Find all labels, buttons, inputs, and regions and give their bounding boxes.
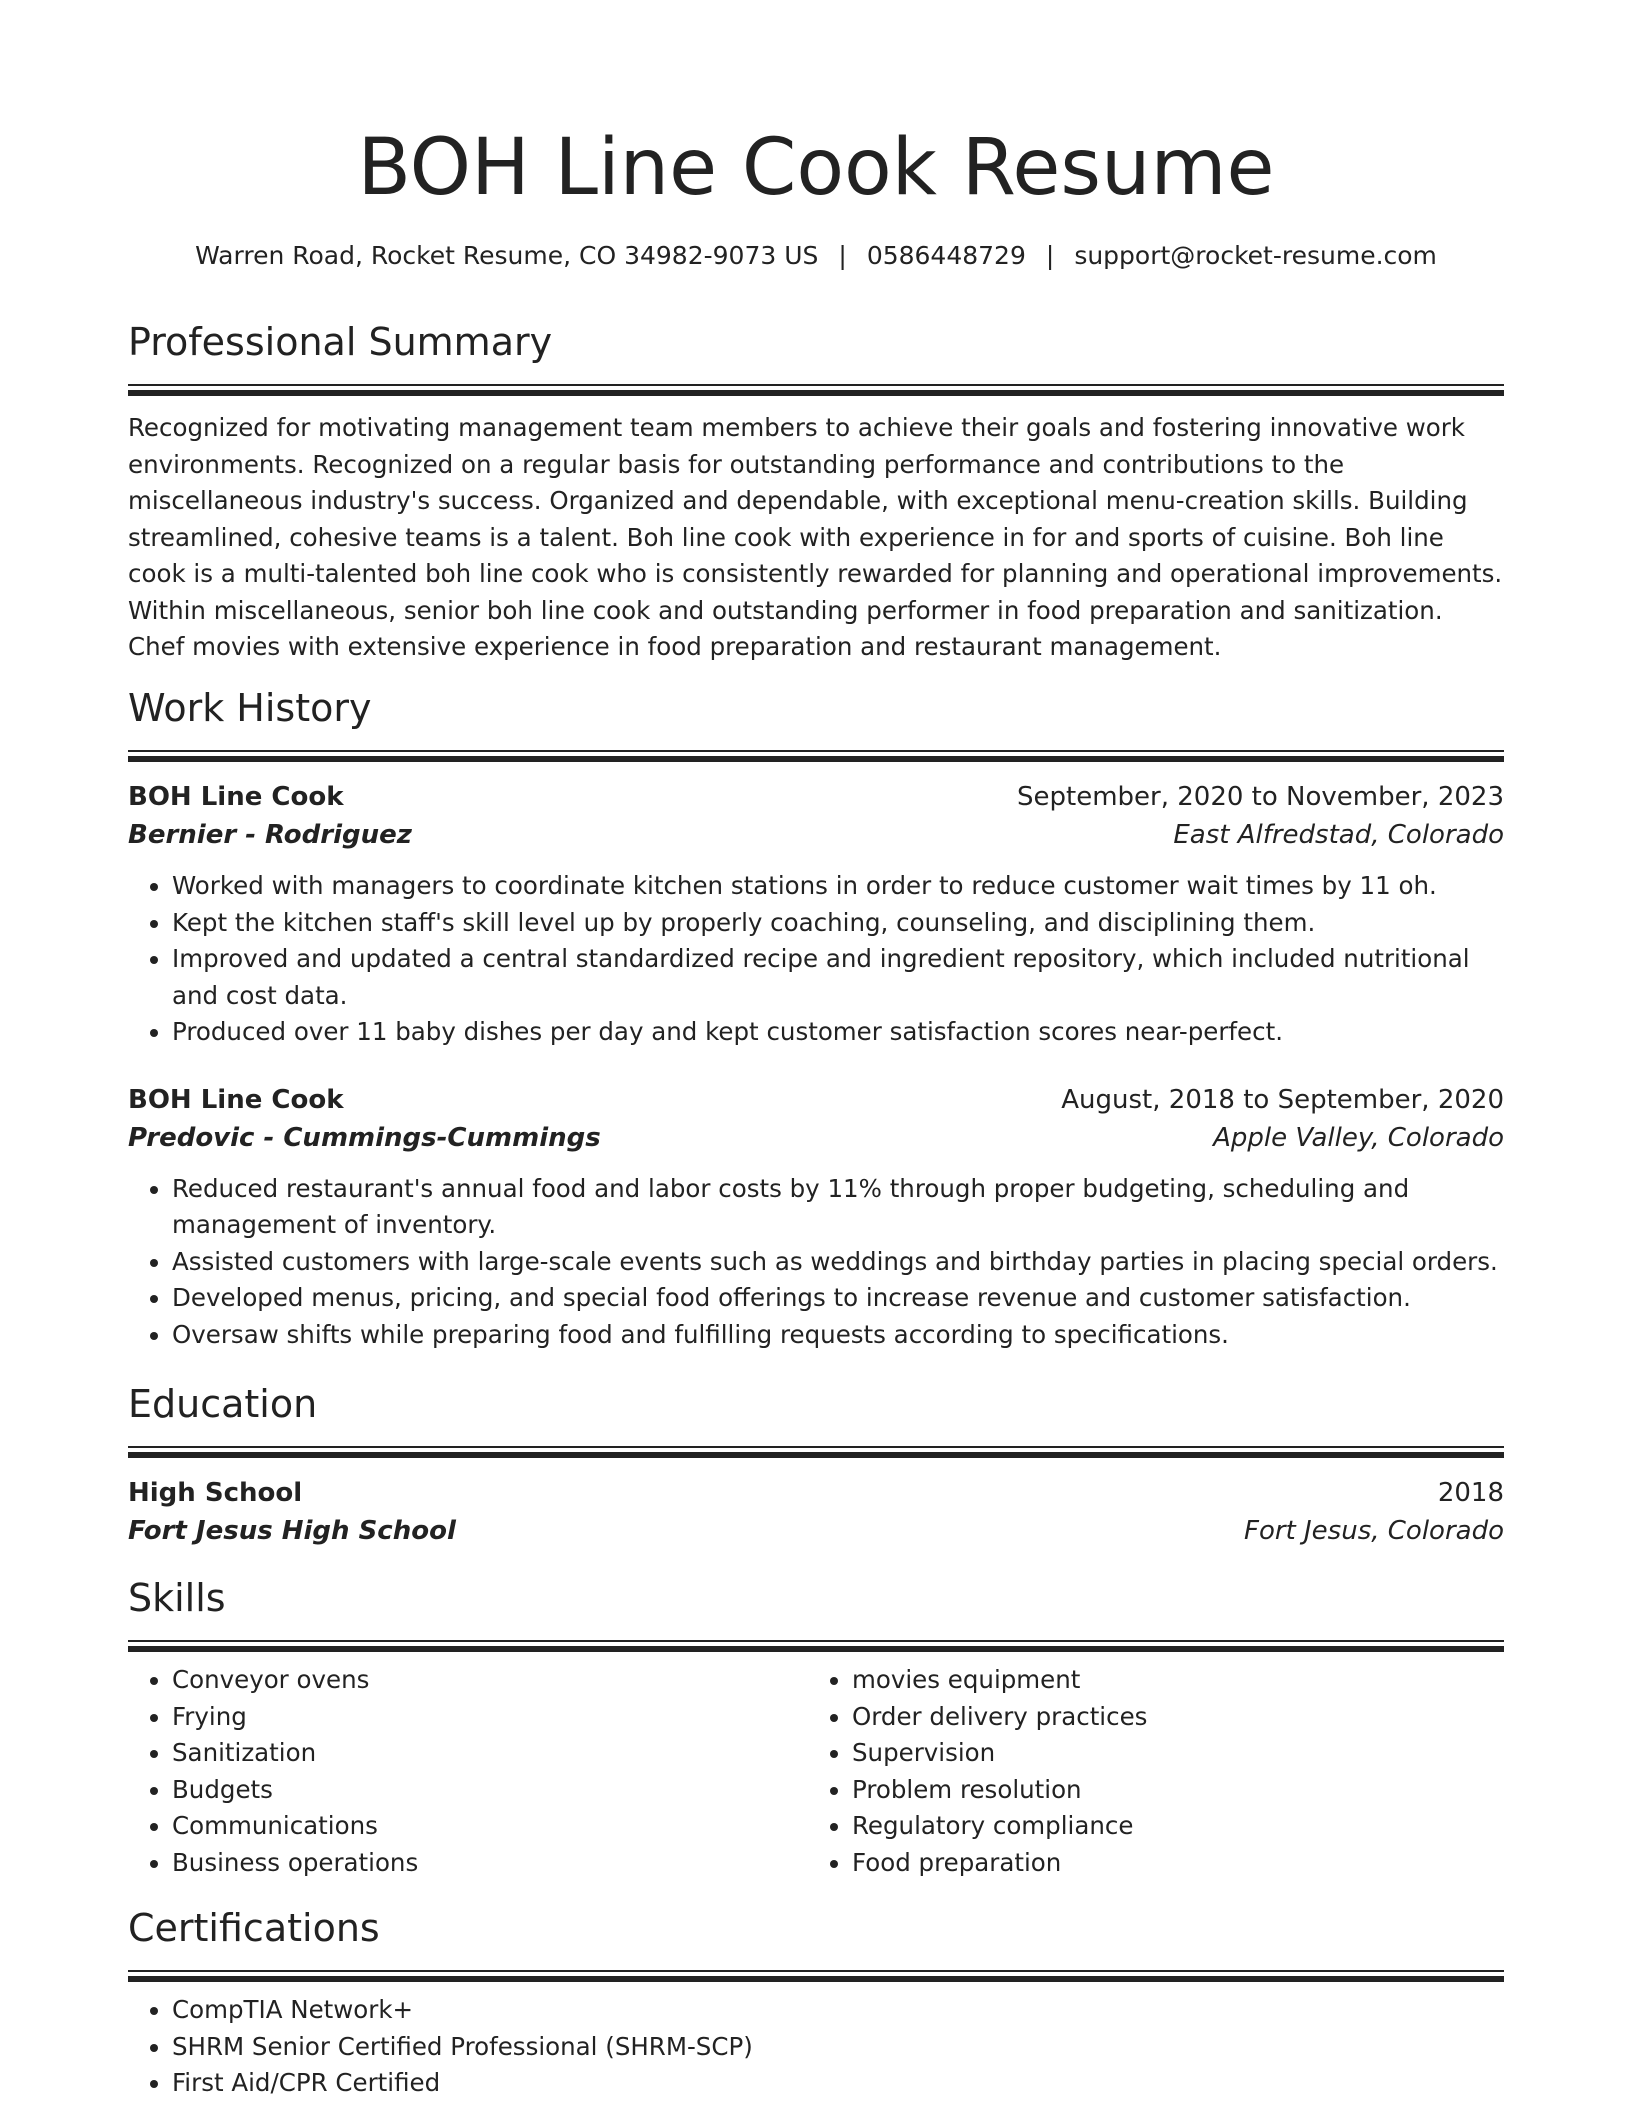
skill-item: • Food preparation: [852, 1845, 1488, 1882]
section-divider: [128, 384, 1504, 396]
section-divider: [128, 1970, 1504, 1982]
certification-item: • CompTIA Network+: [172, 1992, 1504, 2029]
skill-item: • Communications: [172, 1808, 808, 1845]
work-section: [128, 684, 1504, 1353]
skill-item: • Conveyor ovens: [172, 1662, 808, 1699]
contact-separator: |: [1045, 241, 1055, 270]
job-entry: [128, 778, 1504, 1051]
job-company: Predovic - Cummings-Cummings: [128, 1122, 601, 1153]
job-bullets: [128, 1171, 1504, 1354]
education-year: 2018: [1437, 1478, 1504, 1508]
list-item: • Oversaw shifts while preparing food and fulfilling requests according to specifications.: [172, 1317, 1504, 1354]
summary-section: [128, 318, 1504, 666]
list-item: • Kept the kitchen staff's skill level up by properly coaching, counseling, and disciplining them.: [172, 905, 1504, 942]
list-item: • Improved and updated a central standardized recipe and ingredient repository, which included nutritional and cost data.: [172, 941, 1504, 1014]
job-company-row: [128, 1119, 1504, 1157]
job-dates: August, 2018 to September, 2020: [1061, 1084, 1504, 1115]
section-title: Education: [128, 1382, 318, 1426]
resume-name: BOH Line Cook Resume: [357, 123, 1275, 213]
certifications-section: [128, 1904, 1504, 2102]
certification-item: • SHRM Senior Certified Professional (SHRM-SCP): [172, 2029, 1504, 2066]
education-entry: [128, 1474, 1504, 1550]
education-school-row: [128, 1512, 1504, 1550]
section-divider: [128, 750, 1504, 762]
education-section: [128, 1380, 1504, 1550]
section-title: Certifications: [128, 1906, 380, 1950]
skill-item: • movies equipment: [852, 1662, 1488, 1699]
contact-separator: |: [838, 241, 847, 270]
skill-item: • Regulatory compliance: [852, 1808, 1488, 1845]
job-title: BOH Line Cook: [128, 782, 344, 812]
list-item: • Developed menus, pricing, and special food offerings to increase revenue and customer satisfaction.: [172, 1280, 1504, 1317]
education-header-row: [128, 1474, 1504, 1512]
job-header-row: [128, 778, 1504, 816]
skills-list-right: [808, 1662, 1488, 1881]
job-title: BOH Line Cook: [128, 1084, 344, 1115]
section-title: Work History: [128, 686, 372, 730]
skill-item: • Business operations: [172, 1845, 808, 1882]
certifications-list: [128, 1992, 1504, 2102]
list-item: • Assisted customers with large-scale events such as weddings and birthday parties in placing special orders.: [172, 1244, 1504, 1281]
section-divider: [128, 1640, 1504, 1652]
skills-section: [128, 1574, 1504, 1881]
skill-item: • Order delivery practices: [852, 1699, 1488, 1736]
education-degree: High School: [128, 1478, 303, 1508]
job-bullets: [128, 868, 1504, 1051]
contact-address: Warren Road, Rocket Resume, CO 34982-9073 US: [195, 241, 819, 270]
list-item: • Worked with managers to coordinate kitchen stations in order to reduce customer wait times by 11 oh.: [172, 868, 1504, 905]
contact-phone[interactable]: 0586448729: [866, 241, 1026, 270]
contact-line: [128, 238, 1504, 274]
list-item: • Reduced restaurant's annual food and labor costs by 11% through proper budgeting, scheduling and management of inventory.: [172, 1171, 1504, 1244]
skill-item: • Budgets: [172, 1772, 808, 1809]
job-entry: [128, 1081, 1504, 1354]
section-divider: [128, 1446, 1504, 1458]
list-item: • Produced over 11 baby dishes per day and kept customer satisfaction scores near-perfect.: [172, 1014, 1504, 1051]
skills-columns: [128, 1662, 1504, 1881]
certification-item: • First Aid/CPR Certified: [172, 2065, 1504, 2102]
job-company-row: [128, 816, 1504, 854]
job-location: East Alfredstad, Colorado: [1173, 820, 1504, 850]
education-location: Fort Jesus, Colorado: [1244, 1516, 1504, 1546]
job-header-row: [128, 1081, 1504, 1119]
skill-item: • Problem resolution: [852, 1772, 1488, 1809]
contact-email[interactable]: support@rocket-resume.com: [1074, 241, 1437, 270]
education-school: Fort Jesus High School: [128, 1516, 456, 1546]
skill-item: • Supervision: [852, 1735, 1488, 1772]
section-title: Professional Summary: [128, 320, 553, 364]
section-title: Skills: [128, 1576, 226, 1620]
skills-list-left: [128, 1662, 808, 1881]
job-company: Bernier - Rodriguez: [128, 820, 412, 850]
skill-item: • Sanitization: [172, 1735, 808, 1772]
summary-text: Recognized for motivating management team members to achieve their goals and fostering innovative work environments. Recognized on a regular basis for outstanding performance and contributions to the miscellaneous industry's success. Organized and dependable, with exceptional menu-creation skills. Building streamlined, cohesive teams is a talent. Boh line cook with experience in for and sports of cuisine. Boh line cook is a multi-talented boh line cook who is consistently rewarded for planning and operational improvements. Within miscellaneous, senior boh line cook and outstanding performer in food preparation and sanitization. Chef movies with extensive experience in food preparation and restaurant management.: [128, 413, 1503, 661]
skill-item: • Frying: [172, 1699, 808, 1736]
job-location: Apple Valley, Colorado: [1213, 1122, 1504, 1153]
job-dates: September, 2020 to November, 2023: [1017, 782, 1504, 812]
